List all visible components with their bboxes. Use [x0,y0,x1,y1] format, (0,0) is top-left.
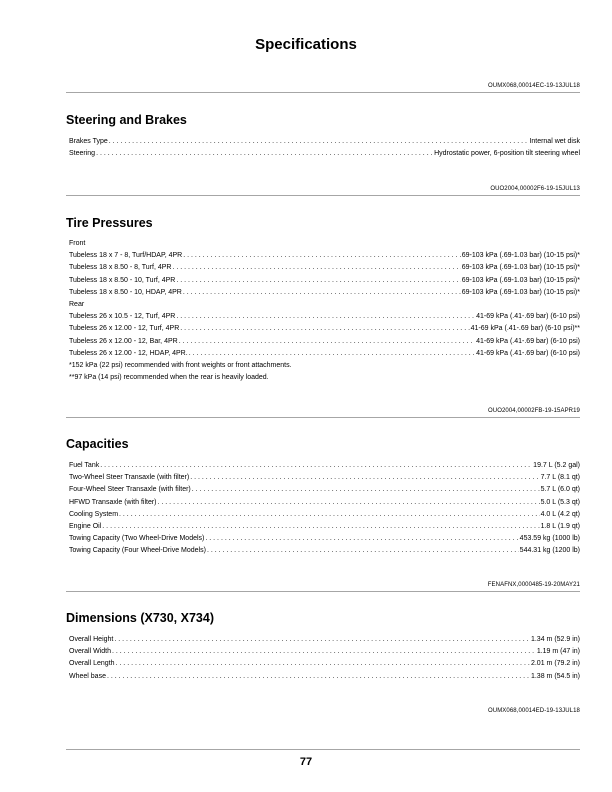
spec-row-dimension [69,636,580,648]
spec-label: Towing Capacity (Four Wheel-Drive Models) [69,547,206,555]
spec-row-tire [69,264,580,276]
spec-value: 7.7 L (8.1 qt) [540,474,580,482]
spec-value: 41-69 kPa (.41-.69 bar) (6-10 psi) [476,337,580,345]
section-heading-capacities: Capacities [66,437,129,451]
spec-value: 4.0 L (4.2 qt) [540,510,580,518]
section-heading-tires: Tire Pressures [66,216,153,230]
section-divider [66,195,580,196]
spec-row-dimension [69,660,580,672]
spec-value: 1.8 L (1.9 qt) [540,522,580,530]
spec-value: 41-69 kPa (.41-.69 bar) (6-10 psi) [476,349,580,357]
dot-leader [158,499,540,506]
spec-value: 1.19 m (47 in) [536,648,580,656]
spec-row-dimension [69,673,580,685]
dot-leader [102,523,539,530]
subheading-rear: Rear [69,300,85,308]
dot-leader [172,264,460,271]
spec-row-tire [69,313,580,325]
spec-row-capacity [69,486,580,498]
footnote: *152 kPa (22 psi) recommended with front weights or front attachments. [69,361,292,369]
spec-row-tire [69,338,580,350]
spec-value: 41-69 kPa (.41-.69 bar) (6-10 psi)** [470,325,580,333]
spec-label: Overall Height [69,636,114,643]
spec-value: 1.34 m (52.9 in) [530,636,580,643]
spec-value: 5.7 L (6.0 qt) [540,486,580,494]
spec-label: Brakes Type [69,138,108,145]
dot-leader [176,277,460,284]
dot-leader [189,350,475,357]
dot-leader [107,673,530,680]
subheading-front: Front [69,240,86,247]
spec-row-capacity [69,523,580,535]
spec-label: Overall Length [69,660,115,668]
spec-row-dimension [69,648,580,660]
doc-id-dimensions: FENAFNX,0000485-19-20MAY21 [487,582,580,588]
dot-leader [205,535,518,542]
spec-label: Towing Capacity (Two Wheel-Drive Models) [69,535,205,543]
footer-divider [66,749,580,750]
page-number: 77 [299,756,313,768]
section-divider [66,591,580,592]
spec-value: 41-69 kPa (.41-.69 bar) (6-10 psi) [476,313,580,321]
spec-value: 19.7 L (5.2 gal) [533,462,580,469]
doc-id-footer: OUMX068,00014ED-19-13JUL18 [488,708,580,714]
spec-row-tire [69,325,580,337]
spec-row-steering [69,150,580,162]
spec-value: 69-103 kPa (.69-1.03 bar) (10-15 psi)* [461,288,580,296]
spec-row-capacity [69,535,580,547]
dot-leader [183,252,460,259]
spec-row-tire [69,277,580,289]
spec-row-tire [69,252,580,264]
dot-leader [192,486,540,493]
dot-leader [114,636,530,643]
dot-leader [109,138,529,145]
dot-leader [179,338,475,345]
dot-leader [190,474,539,481]
dot-leader [112,648,536,655]
spec-value: 69-103 kPa (.69-1.03 bar) (10-15 psi)* [461,252,580,260]
doc-id-capacities: OUO2004,00002FB-19-15APR19 [488,408,580,414]
spec-row-capacity [69,462,580,474]
doc-id-tires: OUO2004,00002F6-19-15JUL13 [490,186,580,192]
spec-label: Tubeless 18 x 8.50 - 8, Turf, 4PR [69,264,172,272]
spec-label: Tubeless 18 x 8.50 - 10, HDAP, 4PR [69,288,182,296]
spec-value: 5.0 L (5.3 qt) [540,498,580,506]
spec-label: Overall Width [69,648,112,656]
spec-label: Tubeless 26 x 12.00 - 12, Turf, 4PR [69,325,180,333]
spec-value: 544.31 kg (1200 lb) [519,547,580,555]
spec-label: Tubeless 26 x 12.00 - 12, Bar, 4PR [69,337,178,345]
spec-row-capacity [69,547,580,559]
page-title: Specifications [255,36,357,53]
footnote: **97 kPa (14 psi) recommended when the rear is heavily loaded. [69,374,269,382]
spec-value: Hydrostatic power, 6-position tilt steering wheel [434,150,580,158]
dimension-rows [69,636,580,685]
spec-value: Internal wet disk [529,138,580,145]
steering-rows [69,138,580,162]
dot-leader [207,547,519,554]
spec-label: Tubeless 26 x 12.00 - 12, HDAP, 4PR. [69,349,188,357]
dot-leader [176,313,475,320]
spec-label: Fuel Tank [69,462,100,469]
dot-leader [119,511,540,518]
section-divider [66,417,580,418]
spec-label: Steering [69,150,96,158]
spec-row-capacity [69,474,580,486]
spec-label: Cooling System [69,510,119,518]
spec-row-tire [69,350,580,362]
spec-label: Tubeless 18 x 7 - 8, Turf/HDAP, 4PR [69,252,183,260]
spec-row-capacity [69,499,580,511]
spec-label: Two-Wheel Steer Transaxle (with filter) [69,474,190,482]
capacity-rows [69,462,580,560]
dot-leader [96,150,433,157]
section-heading-steering: Steering and Brakes [66,113,187,127]
tire-rows [69,240,580,386]
spec-row-capacity [69,511,580,523]
spec-row-tire [69,289,580,301]
section-divider [66,92,580,93]
doc-id-steering: OUMX068,00014EC-19-13JUL18 [488,83,580,89]
spec-label: Tubeless 26 x 10.5 - 12, Turf, 4PR [69,313,176,321]
spec-value: 1.38 m (54.5 in) [530,672,580,680]
spec-value: 69-103 kPa (.69-1.03 bar) (10-15 psi)* [461,276,580,284]
dot-leader [180,325,469,332]
dot-leader [116,660,530,667]
spec-label: Wheel base [69,672,106,680]
spec-row-brakes-type [69,138,580,150]
spec-value: 2.01 m (79.2 in) [530,660,580,668]
spec-label: HFWD Transaxle (with filter) [69,498,157,506]
dot-leader [100,462,532,469]
spec-label: Engine Oil [69,522,102,530]
spec-label: Four-Wheel Steer Transaxle (with filter) [69,486,191,494]
spec-value: 69-103 kPa (.69-1.03 bar) (10-15 psi)* [461,264,580,272]
section-heading-dimensions: Dimensions (X730, X734) [66,611,214,625]
dot-leader [183,289,461,296]
spec-label: Tubeless 18 x 8.50 - 10, Turf, 4PR [69,276,176,284]
spec-value: 453.59 kg (1000 lb) [519,535,580,543]
